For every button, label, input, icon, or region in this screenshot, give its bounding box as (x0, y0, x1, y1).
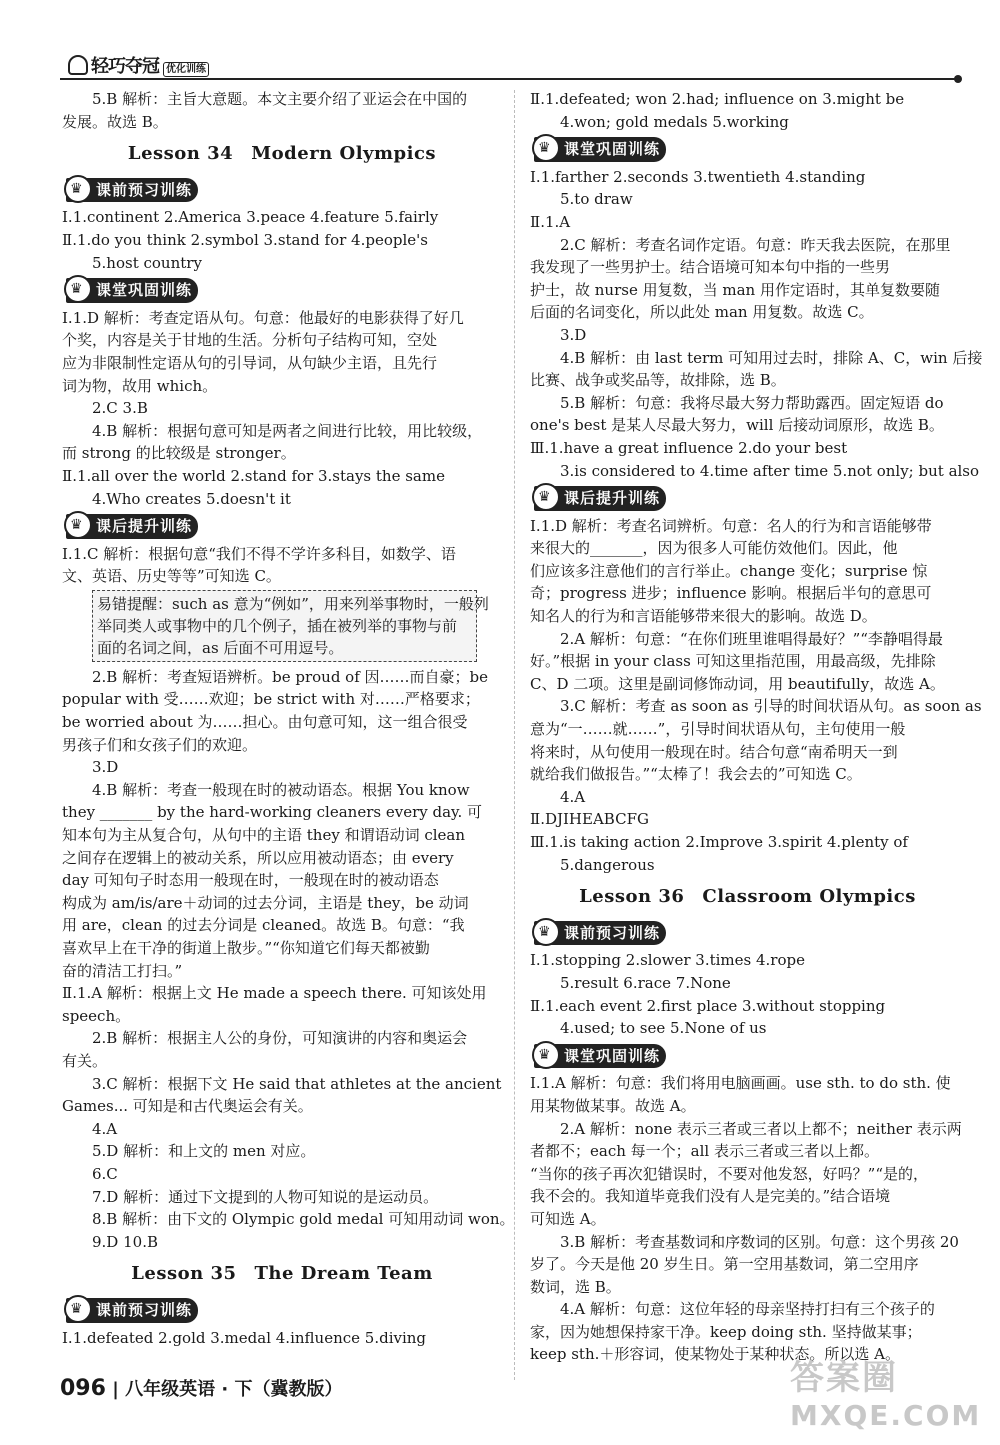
crown-icon (532, 1041, 560, 1069)
tip-line: 易错提醒：such as 意为“例如”，用来列举事物时，一般列 (97, 594, 489, 613)
answer-line: 4.won; gold medals 5.working (560, 112, 789, 131)
lesson-title: Classroom Olympics (702, 886, 916, 908)
answer-line: Ⅱ.1.each event 2.first place 3.without stopping (530, 996, 886, 1015)
answer-line: 应为非限制性定语从句的引导词，从句缺少主语，且先行 (62, 353, 438, 372)
answer-line: 2.A 解析：none 表示三者或三者以上都不；neither 表示两 (560, 1119, 962, 1138)
answer-line: 2.C 解析：考查名词作定语。句意：昨天我去医院，在那里 (560, 235, 951, 254)
badge-label: 课堂巩固训练 (564, 1046, 661, 1065)
right-column (530, 88, 983, 1366)
badge-label: 课后提升训练 (96, 517, 193, 536)
tip-line: 举同类人或事物中的几个例子，插在被列举的事物与前 (97, 616, 458, 635)
page-number: 096 (60, 1376, 106, 1401)
answer-line: 5.to draw (560, 190, 633, 209)
answer-line: Ⅰ.1.defeated 2.gold 3.medal 4.influence 5.diving (62, 1328, 427, 1347)
section-badge-preview (534, 921, 666, 946)
answer-line: 我不会的。我知道毕竟我们没有人是完美的。”结合语境 (530, 1187, 891, 1206)
answer-line: Ⅰ.1.continent 2.America 3.peace 4.feature 5.fairly (62, 208, 439, 227)
lesson-title: Modern Olympics (251, 143, 437, 165)
crown-icon (64, 175, 92, 203)
lesson-number: Lesson 36 (579, 886, 685, 908)
left-column (62, 88, 515, 1349)
answer-line: 2.B 解析：考查短语辨析。be proud of 因……而自豪；be (92, 667, 489, 686)
answer-line: Ⅱ.1.defeated; won 2.had; influence on 3.might be (530, 90, 905, 108)
answer-line: Ⅰ.1.stopping 2.slower 3.times 4.rope (530, 951, 805, 970)
section-badge-preview (66, 1298, 198, 1323)
mascot-icon (68, 55, 88, 75)
brand-name: 轻巧夺冠 (91, 56, 159, 77)
answer-line: 用某物做某事。故选 A。 (530, 1096, 696, 1115)
answer-line: 岁了。今天是他 20 岁生日。第一空用基数词，第二空用序 (530, 1255, 919, 1274)
answer-line: 3.D (92, 758, 119, 777)
answer-line: Ⅰ.1.C 解析：根据句意“我们不得不学许多科目，如数学、语 (62, 544, 456, 563)
answer-line: 9.D 10.B (92, 1232, 158, 1251)
answer-line: 有关。 (62, 1051, 108, 1070)
answer-line: Ⅲ.1.have a great influence 2.do your best (530, 438, 848, 457)
answer-line: 意为“一……就……”，引导时间状语从句，主句使用一般 (530, 720, 906, 739)
section-badge-preview (66, 178, 198, 203)
answer-line: 7.D 解析：通过下文提到的人物可知说的是运动员。 (92, 1187, 439, 1206)
answer-line: 4.A (560, 787, 586, 806)
answer-line: 们应该多注意他们的言行举止。change 变化；surprise 惊 (530, 561, 928, 580)
watermark-line: 答案圈 (790, 1358, 898, 1398)
header-rule (60, 78, 960, 80)
answer-line: 3.C 解析：根据下文 He said that athletes at the ancient (92, 1074, 502, 1093)
answer-line: 喜欢早上在干净的街道上散步。”“你知道它们每天都被勤 (62, 939, 430, 957)
section-badge-consolidate (534, 1044, 666, 1069)
answer-line: 之间存在逻辑上的被动关系，所以应用被动语态；由 every (62, 848, 454, 867)
answer-line: 家，因为她想保持家干净。keep doing sth. 坚持做某事； (530, 1322, 922, 1341)
answer-line: they _______ by the hard-working cleaners every day. 可 (62, 803, 483, 822)
answer-line: 比赛、战争或奖品等，故排除，选 B。 (530, 371, 786, 390)
badge-label: 课前预习训练 (564, 923, 661, 942)
answer-line: 知本句为主从复合句，从句中的主语 they 和谓语动词 clean (62, 826, 466, 845)
answer-line: 3.is considered to 4.time after time 5.not only; but also (560, 461, 980, 480)
lesson-title: The Dream Team (254, 1263, 433, 1285)
footer-separator: | (112, 1379, 119, 1400)
answer-line: Ⅱ.DJIHEABCFG (530, 810, 649, 829)
answer-line: 可知选 A。 (530, 1209, 606, 1228)
answer-line: 发展。故选 B。 (62, 112, 168, 131)
answer-line: “当你的孩子再次犯错误时，不要对他发怒，好吗？”“是的， (530, 1164, 929, 1183)
answer-line: 5.host country (92, 253, 202, 272)
answer-line: 4.used; to see 5.None of us (560, 1019, 767, 1038)
answer-line: 奋的清洁工打扫。” (62, 961, 183, 980)
answer-line: 者都不；each 每一个；all 表示三者或三者以上都。 (530, 1142, 879, 1161)
answer-line: 4.B 解析：考查一般现在时的被动语态。根据 You know (92, 780, 470, 799)
section-badge-consolidate (66, 278, 198, 303)
brand-tags: 优化训练 (163, 62, 209, 77)
answer-line: 护士，故 nurse 用复数，当 man 用作定语时，其单复数要随 (530, 280, 940, 299)
answer-line: 我发现了一些男护士。结合语境可知本句中指的一些男 (530, 258, 891, 277)
badge-label: 课前预习训练 (96, 180, 193, 199)
page-header (60, 48, 960, 78)
answer-line: C、D 二项。这里是副词修饰动词，用 beautifully，故选 A。 (530, 674, 945, 693)
answer-line: 文、英语、历史等等”可知选 C。 (62, 567, 281, 586)
column-divider (514, 90, 515, 1380)
answer-line: be worried about 为……担心。由句意可知，这一组合很受 (62, 713, 468, 732)
crown-icon (64, 1295, 92, 1323)
brand-logo (68, 52, 209, 78)
answer-line: 5.dangerous (560, 855, 655, 874)
answer-line: speech。 (62, 1006, 131, 1025)
section-badge-after (534, 486, 666, 511)
answer-line: 4.A 解析：句意：这位年轻的母亲坚持打扫有三个孩子的 (560, 1300, 935, 1319)
page-footer (60, 1375, 342, 1401)
answer-line: 好。”根据 in your class 可知这里指范围，用最高级，先排除 (530, 652, 936, 671)
answer-line: Ⅱ.1.do you think 2.symbol 3.stand for 4.people's (62, 230, 428, 249)
answer-line: 4.B 解析：根据句意可知是两者之间进行比较，用比较级， (92, 421, 483, 440)
answer-line: Ⅰ.1.D 解析：考查定语从句。句意：他最好的电影获得了好几 (62, 308, 464, 327)
answer-line: 数词，选 B。 (530, 1277, 621, 1296)
answer-line: 奇；progress 进步；influence 影响。根据后半句的意思可 (530, 584, 932, 603)
answer-line: 将来时，从句使用一般现在时。结合句意“南希明天一到 (530, 742, 898, 761)
answer-line: 知名人的行为和言语能够带来很大的影响。故选 D。 (530, 607, 877, 626)
answer-line: Ⅱ.1.A (530, 212, 571, 231)
answer-line: 8.B 解析：由下文的 Olympic gold medal 可知用动词 won。 (92, 1210, 515, 1229)
watermark-line: MXQE.COM (790, 1399, 982, 1432)
answer-line: 2.A 解析：句意：“在你们班里谁唱得最好？”“李静唱得最 (560, 629, 943, 648)
answer-line: 而 strong 的比较级是 stronger。 (62, 444, 296, 463)
badge-label: 课堂巩固训练 (564, 140, 661, 159)
answer-line: keep sth.＋形容词，使某物处于某种状态。所以选 A。 (530, 1345, 900, 1364)
tip-line: 面的名词之间，as 后面不可用逗号。 (97, 638, 344, 657)
answer-line: 词为物，故用 which。 (62, 376, 218, 395)
answer-line: 4.B 解析：由 last term 可知用过去时，排除 A、C，win 后接 (560, 348, 983, 367)
section-badge-consolidate (534, 137, 666, 162)
lesson-number: Lesson 35 (131, 1263, 237, 1285)
answer-line: 来很大的_______，因为很多人可能仿效他们。因此，他 (530, 539, 898, 558)
site-watermark (790, 1350, 980, 1440)
answer-line: 5.B 解析：句意：我将尽最大努力帮助露西。固定短语 do (560, 393, 944, 412)
answer-line: popular with 受……欢迎；be strict with 对……严格要求； (62, 690, 480, 709)
answer-line: 4.Who creates 5.doesn't it (92, 489, 291, 508)
answer-line: Games... 可知是和古代奥运会有关。 (62, 1097, 313, 1116)
answer-line: 3.D (560, 325, 587, 344)
answer-line: 构成为 am/is/are＋动词的过去分词，主语是 they，be 动词 (62, 893, 469, 912)
answer-line: 男孩子们和女孩子们的欢迎。 (62, 735, 258, 754)
answer-line: 后面的名词变化，所以此处 man 用复数。故选 C。 (530, 303, 874, 322)
answer-line: day 可知句子时态用一般现在时，一般现在时的被动语态 (62, 871, 439, 890)
badge-label: 课堂巩固训练 (96, 281, 193, 300)
crown-icon (532, 483, 560, 511)
answer-line: Ⅰ.1.D 解析：考查名词辨析。句意：名人的行为和言语能够带 (530, 516, 932, 535)
answer-line: 6.C (92, 1164, 118, 1183)
book-subject: 八年级英语 · 下（冀教版） (125, 1379, 343, 1400)
lesson-36-heading (530, 886, 965, 909)
badge-label: 课后提升训练 (564, 489, 661, 508)
answer-line: 2.B 解析：根据主人公的身份，可知演讲的内容和奥运会 (92, 1029, 468, 1048)
answer-line: Ⅱ.1.A 解析：根据上文 He made a speech there. 可知该处用 (62, 984, 487, 1003)
answer-line: 个奖，内容是关于甘地的生活。分析句子结构可知，空处 (62, 331, 438, 350)
crown-icon (532, 918, 560, 946)
answer-line: Ⅰ.1.farther 2.seconds 3.twentieth 4.standing (530, 167, 866, 186)
answer-line: Ⅱ.1.all over the world 2.stand for 3.stays the same (62, 466, 445, 485)
answer-line: 5.D 解析：和上文的 men 对应。 (92, 1142, 316, 1161)
answer-line: 4.A (92, 1119, 118, 1138)
answer-line: 就给我们做报告。”“太棒了！我会去的”可知选 C。 (530, 765, 862, 784)
crown-icon (64, 275, 92, 303)
lesson-number: Lesson 34 (127, 143, 234, 165)
section-badge-after (66, 514, 198, 539)
crown-icon (532, 134, 560, 162)
answer-line: 3.C 解析：考查 as soon as 引导的时间状语从句。as soon as (560, 697, 982, 716)
lesson-34-heading (62, 143, 502, 166)
answer-line: 2.C 3.B (92, 399, 148, 418)
error-tip-box (92, 590, 489, 662)
answer-line: 3.B 解析：考查基数词和序数词的区别。句意：这个男孩 20 (560, 1232, 959, 1251)
answer-line: Ⅰ.1.A 解析：句意：我们将用电脑画画。use sth. to do sth. 使 (530, 1074, 951, 1093)
answer-line: Ⅲ.1.is taking action 2.Improve 3.spirit 4.plenty of (530, 833, 908, 851)
answer-line: 用 are，clean 的过去分词是 cleaned。故选 B。句意：“我 (62, 916, 465, 935)
answer-line: 5.result 6.race 7.None (560, 973, 731, 992)
answer-line: 5.B 解析：主旨大意题。本文主要介绍了亚运会在中国的 (92, 90, 468, 108)
answer-line: one's best 是某人尽最大努力，will 后接动词原形，故选 B。 (530, 416, 944, 435)
crown-icon (64, 511, 92, 539)
badge-label: 课前预习训练 (96, 1300, 193, 1319)
lesson-35-heading (62, 1263, 502, 1286)
